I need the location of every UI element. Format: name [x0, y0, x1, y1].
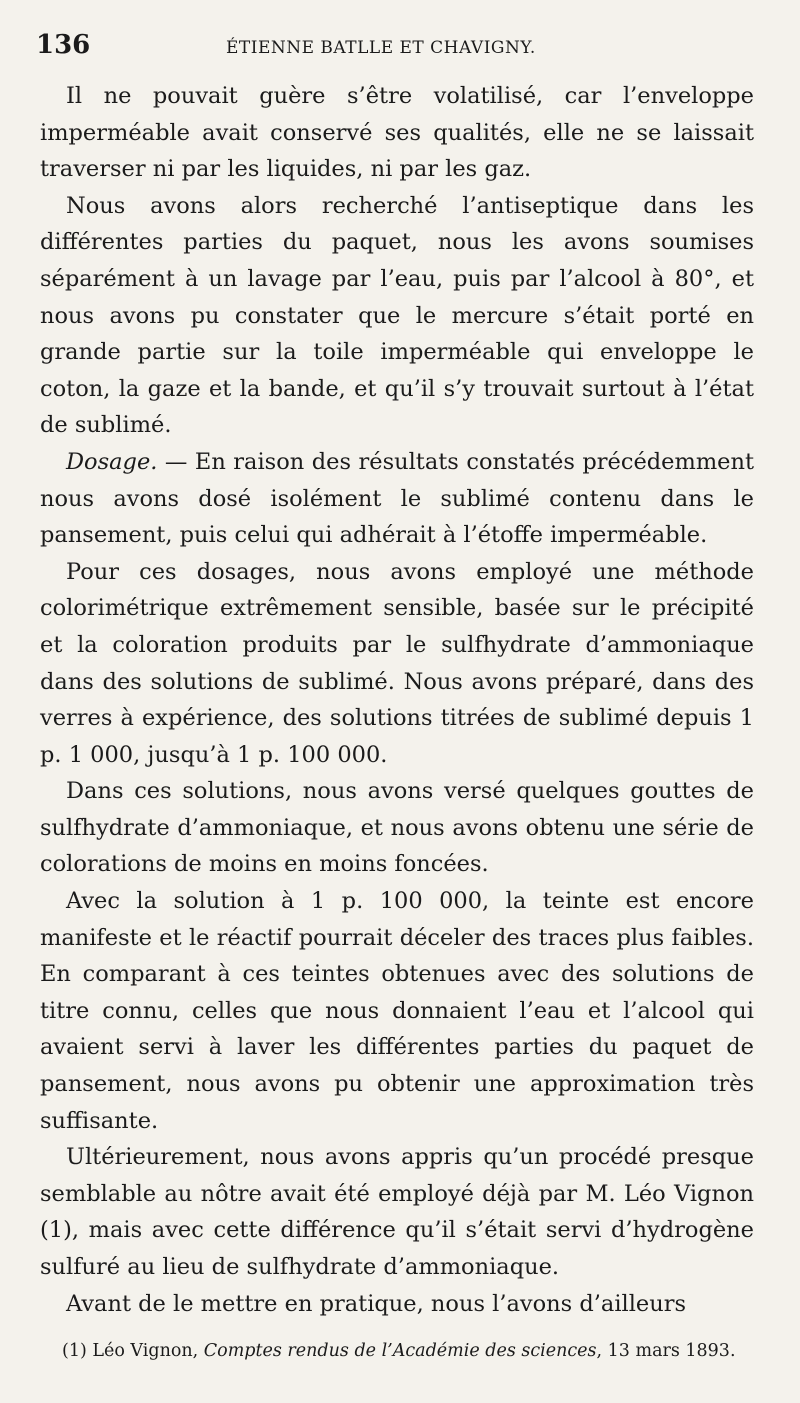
footnote-author: Léo Vignon, [86, 1341, 204, 1361]
paragraph-7 [40, 1139, 754, 1285]
footnote-marker: (1) [62, 1341, 87, 1361]
paragraph-3 [40, 444, 754, 554]
paragraph-8 [40, 1286, 754, 1323]
running-title: ÉTIENNE BATLLE ET CHAVIGNY. [226, 38, 536, 58]
paragraph-1 [40, 78, 754, 188]
paragraph-5-text: Dans ces solutions, nous avons versé quelques gouttes de sulfhydrate d’ammoniaque, et nous avons obtenu une série de colorations de moins en moins foncées. [40, 778, 754, 878]
paragraph-7-text: Ultérieurement, nous avons appris qu’un procédé presque semblable au nôtre avait été employé déjà par M. Léo Vignon (1), mais avec cette différence qu’il s’était servi d’hydrogène sulfuré au lieu de sulfhydrate d’ammoniaque. [40, 1144, 754, 1280]
footnote-journal: Comptes rendus de l’Académie des sciences [203, 1341, 597, 1361]
paragraph-2-text: Nous avons alors recherché l’antiseptique dans les différentes parties du paquet, nous les avons soumises séparément à un lavage par l’eau, puis par l’alcool à 80°, et nous avons pu constater que le mercure s’était porté en grande partie sur la toile imperméable qui enveloppe le coton, la gaze et la bande, et qu’il s’y trouvait surtout à l’état de sublimé. [40, 192, 754, 439]
paragraph-2 [40, 188, 754, 444]
paragraph-1-text: Il ne pouvait guère s’être volatilisé, car l’enveloppe imperméable avait conservé ses qualités, elle ne se laissait traverser ni par les liquides, ni par les gaz. [40, 83, 754, 183]
footnote-date: , 13 mars 1893. [596, 1341, 736, 1361]
page-number: 136 [36, 30, 91, 60]
paragraph-4-text: Pour ces dosages, nous avons employé une méthode colorimétrique extrêmement sensible, basée sur le précipité et la coloration produits par le sulfhydrate d’ammoniaque dans des solutions de sublimé. Nous avons préparé, dans des verres à expérience, des solutions titrées de sublimé depuis 1 p. 1 000, jusqu’à 1 p. 100 000. [40, 558, 754, 768]
body-text [40, 78, 754, 1322]
page-header [36, 30, 764, 66]
paragraph-6-text: Avec la solution à 1 p. 100 000, la teinte est encore manifeste et le réactif pourrait déceler des traces plus faibles. En comparant à ces teintes obtenues avec des solutions de titre connu, celles que nous donnaient l’eau et l’alcool qui avaient servi à laver les différentes parties du paquet de pansement, nous avons pu obtenir une approximation très suffisante. [40, 888, 754, 1134]
paragraph-4 [40, 554, 754, 774]
paragraph-5 [40, 773, 754, 883]
paragraph-8-text: Avant de le mettre en pratique, nous l’avons d’ailleurs [66, 1290, 687, 1317]
footnote [62, 1338, 782, 1364]
paragraph-6 [40, 883, 754, 1139]
dosage-heading: Dosage. [66, 448, 158, 475]
paragraph-3-text: — En raison des résultats constatés précédemment nous avons dosé isolément le sublimé contenu dans le pansement, puis celui qui adhérait à l’étoffe imperméable. [40, 448, 754, 549]
